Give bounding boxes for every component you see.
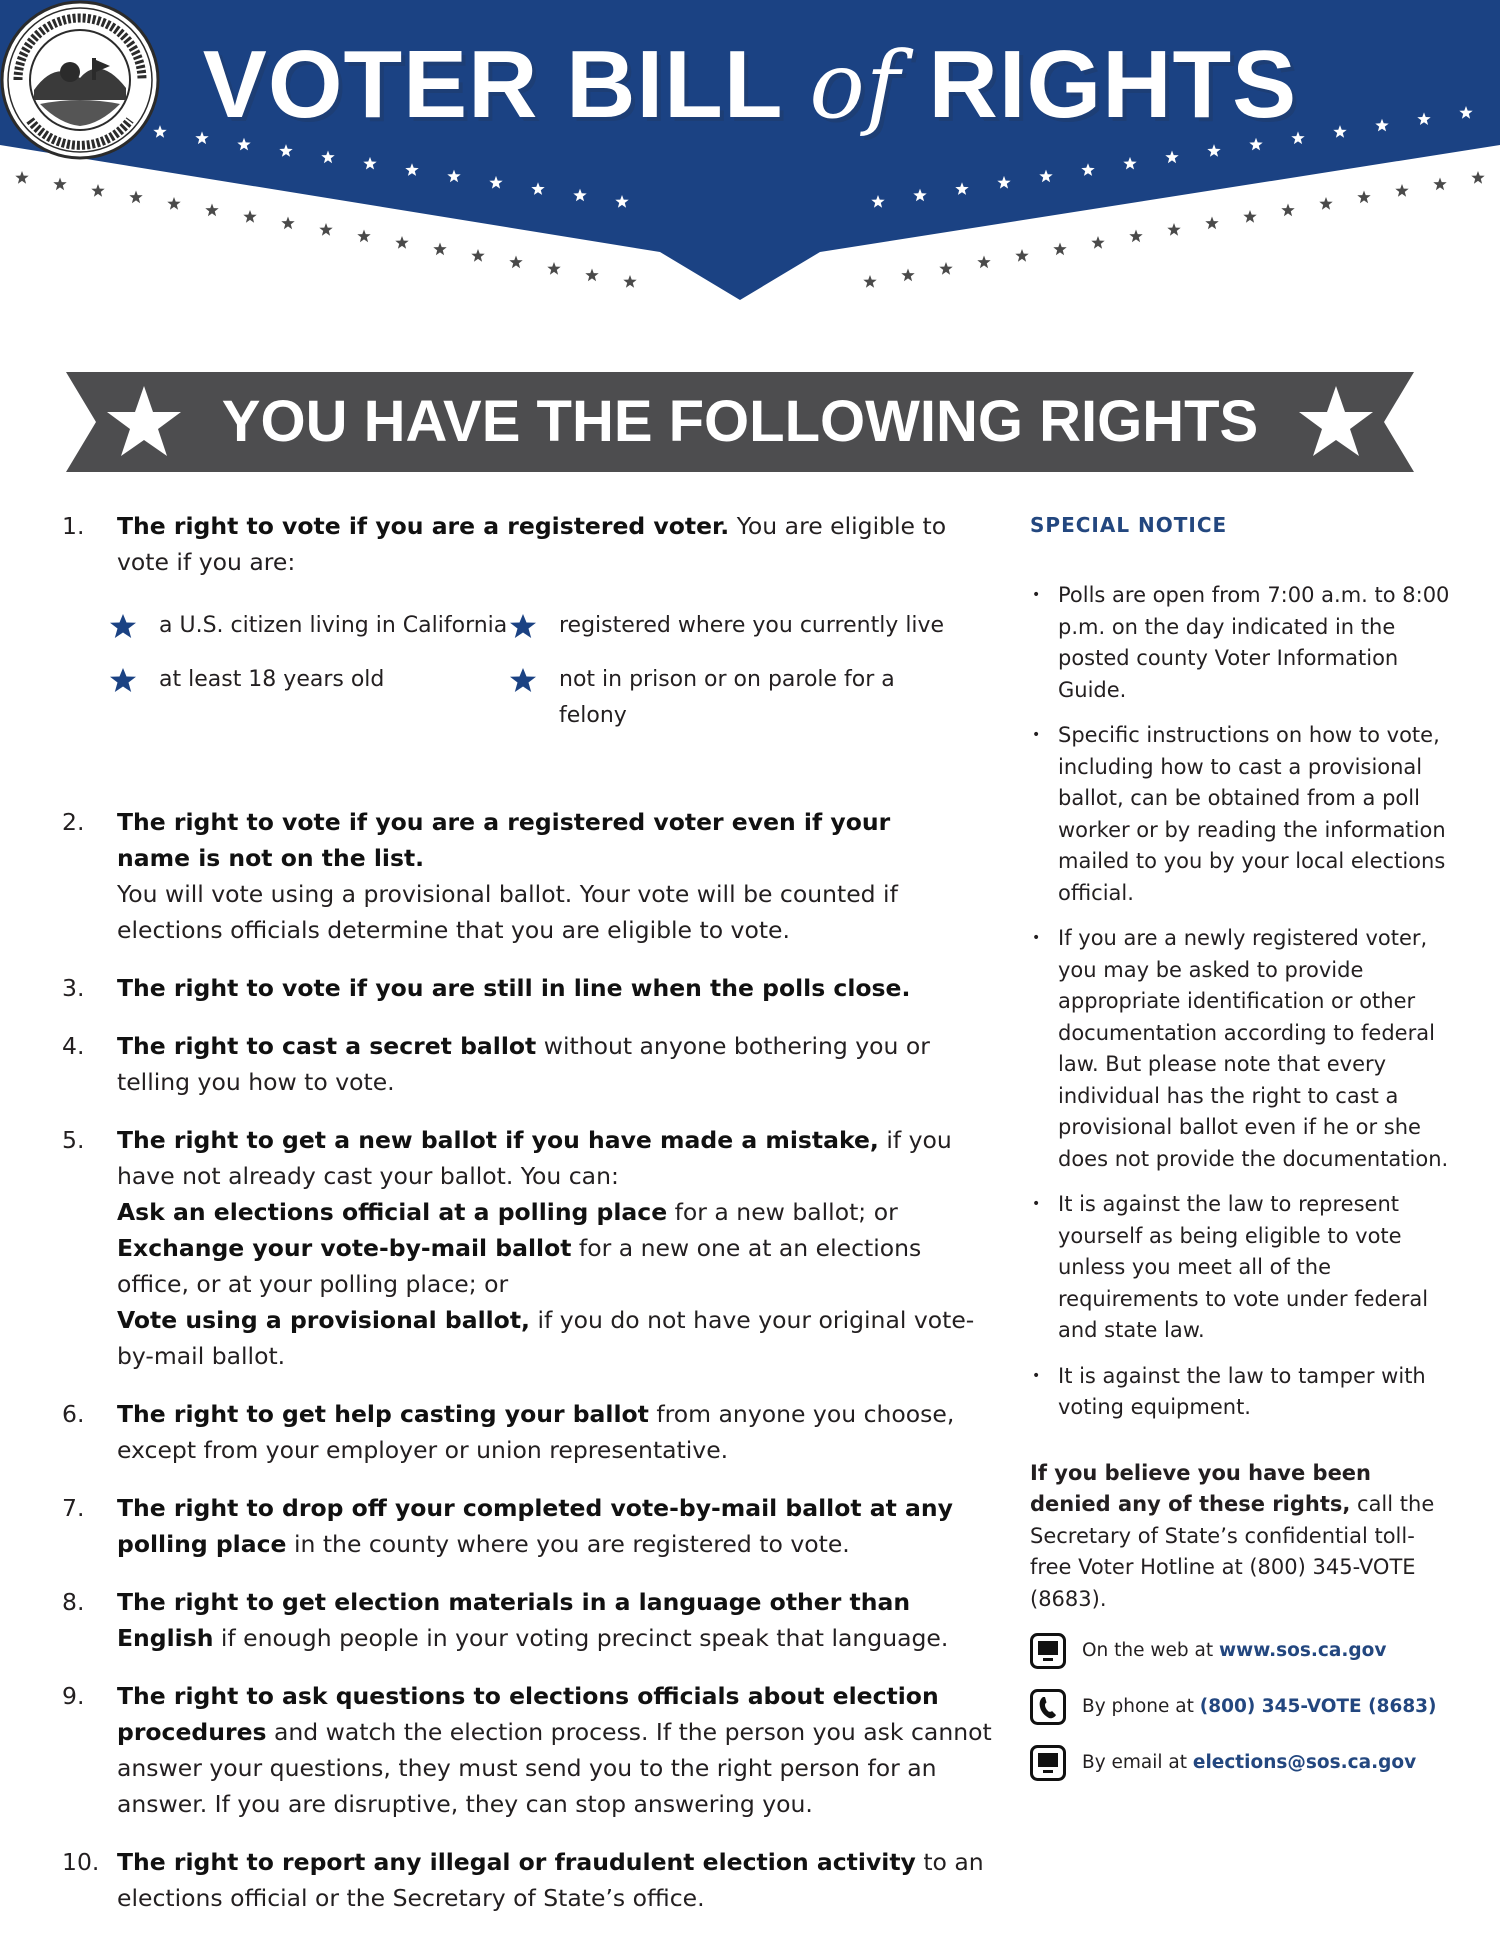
eligibility-text: registered where you currently live [559,613,945,638]
right-heading: The right to report any illegal or fraudulent election activity [117,1848,916,1876]
decorative-star [471,249,484,262]
decorative-star [91,184,104,197]
decorative-star [901,269,914,282]
right-text: You are eligible to vote if you are: [117,512,947,576]
banner-title: YOU HAVE THE FOLLOWING RIGHTS [221,389,1259,454]
right-number: 7. [62,1494,85,1522]
option-text: for a new ballot; or [667,1198,898,1226]
bullet-icon: • [1032,1367,1041,1384]
special-notice [1030,510,1450,1783]
phone-link[interactable]: (800) 345-VOTE (8683) [1199,1696,1437,1717]
contact-web [1030,1631,1450,1671]
notice-item [1030,580,1450,706]
notice-list [1030,580,1450,1424]
right-number: 10. [62,1848,100,1876]
decorative-star [1053,243,1066,256]
option-text: for a new one at an elections office, or at your polling place; or [117,1234,922,1298]
eligibility-grid [109,608,992,734]
right-number: 3. [62,974,85,1002]
email-link[interactable]: elections@sos.ca.gov [1192,1752,1417,1773]
right-item-5 [62,1122,992,1374]
page-title [0,30,1500,141]
right-number: 4. [62,1032,85,1060]
special-notice-title: SPECIAL NOTICE [1030,513,1228,537]
eligibility-item [109,662,509,734]
option-heading: Exchange your vote-by-mail ballot [117,1234,572,1262]
star-bullet-icon [109,667,137,693]
star-bullet-icon [509,613,537,639]
notice-item [1030,923,1450,1175]
website-link[interactable]: www.sos.ca.gov [1219,1640,1387,1661]
option-heading: Ask an elections official at a polling place [117,1198,668,1226]
right-item-7 [62,1490,992,1562]
notice-text: Polls are open from 7:00 a.m. to 8:00 p.m. on the day indicated in the posted county Voter Information Guide. [1058,583,1450,702]
right-heading: The right to get election materials in a language other than English [117,1588,911,1652]
right-text: from anyone you choose, except from your employer or union representative. [117,1400,955,1464]
right-text: and watch the election process. If the person you ask cannot answer your questions, they must send you to the right person for an answer. If you are disruptive, they can stop answering you. [117,1718,992,1818]
hotline-text: call the Secretary of State’s confidential toll-free Voter Hotline at (800) 345-VOTE (8683). [1030,1492,1435,1611]
decorative-star [53,178,66,191]
decorative-star [433,243,446,256]
decorative-star [167,197,180,210]
right-number: 6. [62,1400,85,1428]
decorative-star [1319,197,1332,210]
right-text: if you have not already cast your ballot. You can: [117,1126,952,1190]
decorative-star [281,217,294,230]
california-seal-icon [0,0,160,160]
ballot-option [117,1194,992,1230]
contact-label: On the web at [1082,1640,1220,1661]
decorative-star [1015,249,1028,262]
decorative-star [395,236,408,249]
contact-label: By email at [1082,1752,1193,1773]
right-text: if enough people in your voting precinct speak that language. [213,1624,949,1652]
right-heading: The right to get help casting your ballot [117,1400,649,1428]
decorative-star [1205,217,1218,230]
right-number: 8. [62,1588,85,1616]
decorative-star [1395,184,1408,197]
eligibility-item [109,608,509,644]
decorative-star [863,275,876,288]
right-text: in the county where you are registered to vote. [286,1530,850,1558]
bullet-icon: • [1032,930,1041,946]
star-bullet-icon [109,613,137,639]
right-heading: The right to vote if you are a registered voter even if your name is not on the list. [117,808,891,872]
rights-list [62,508,992,1916]
decorative-star [1243,210,1256,223]
option-heading: Vote using a provisional ballot, [117,1306,530,1334]
decorative-star [129,191,142,204]
bullet-icon: • [1032,587,1041,603]
right-heading: The right to drop off your completed vote-by-mail ballot at any polling place [117,1494,953,1558]
decorative-star [1281,204,1294,217]
hotline-info [1030,1458,1450,1616]
decorative-star [1167,223,1180,236]
right-item-10 [62,1844,992,1916]
notice-text: It is against the law to tamper with voting equipment. [1058,1363,1426,1419]
decorative-star [1471,171,1484,184]
decorative-star [243,210,256,223]
right-item-9 [62,1678,992,1822]
decorative-star [319,223,332,236]
option-text: if you do not have your original vote-by-mail ballot. [117,1306,975,1370]
right-heading: The right to get a new ballot if you have made a mistake, [117,1126,879,1154]
right-number: 9. [62,1682,85,1710]
right-text: without anyone bothering you or telling you how to vote. [117,1032,930,1096]
decorative-star [939,262,952,275]
decorative-star [1091,236,1104,249]
right-item-4 [62,1028,992,1100]
decorative-star [585,269,598,282]
right-number: 5. [62,1126,85,1154]
phone-icon [1030,1689,1066,1725]
notice-item [1030,1189,1450,1347]
notice-item [1030,1361,1450,1424]
decorative-star [547,262,560,275]
bullet-icon: • [1032,727,1041,743]
right-item-2 [62,804,992,948]
ballot-option [117,1302,992,1374]
eligibility-text: not in prison or on parole for a felony [559,667,895,728]
decorative-star [15,171,28,184]
ballot-option [117,1230,992,1302]
title-of: of [809,32,901,139]
right-heading: The right to vote if you are still in line when the polls close. [117,974,911,1002]
notice-item [1030,720,1450,909]
bullet-icon: • [1032,1196,1041,1212]
contact-phone [1030,1687,1450,1727]
right-heading: The right to cast a secret ballot [117,1032,537,1060]
eligibility-item [509,608,969,644]
decorative-star [1129,230,1142,243]
eligibility-item [509,662,969,734]
right-number: 2. [62,808,85,836]
title-part-2: RIGHTS [928,31,1298,138]
eligibility-text: a U.S. citizen living in California [159,613,508,638]
right-heading: The right to ask questions to elections officials about election procedures [117,1682,939,1746]
right-heading: The right to vote if you are a registered voter. [117,512,730,540]
decorative-star [205,204,218,217]
right-item-1 [62,508,992,734]
right-item-8 [62,1584,992,1656]
star-bullet-icon [509,667,537,693]
decorative-star [623,275,636,288]
right-text: You will vote using a provisional ballot. Your vote will be counted if elections officials determine that you are eligible to vote. [117,880,898,944]
notice-text: It is against the law to represent yourself as being eligible to vote unless you meet all of the requirements to vote under federal and state law. [1058,1192,1429,1342]
decorative-star [1433,178,1446,191]
monitor-icon [1030,1745,1066,1781]
header [0,0,1500,380]
decorative-star [357,230,370,243]
notice-text: If you are a newly registered voter, you may be asked to provide appropriate identification or other documentation according to federal law. But please note that every individual has the right to cast a provisional ballot even if he or she does not provide the documentation. [1058,926,1449,1171]
hotline-heading: If you believe you have been denied any of these rights, [1030,1460,1372,1516]
decorative-star [509,256,522,269]
right-item-3 [62,970,992,1006]
right-number: 1. [62,512,85,540]
eligibility-text: at least 18 years old [159,667,385,692]
right-text: to an elections official or the Secretary of State’s office. [117,1848,984,1912]
monitor-icon [1030,1633,1066,1669]
notice-text: Specific instructions on how to vote, including how to cast a provisional ballot, can be obtained from a poll worker or by reading the information mailed to you by your local elections official. [1058,723,1446,905]
title-part-1: VOTER BILL [202,31,782,138]
decorative-star [1357,191,1370,204]
contact-email [1030,1743,1450,1783]
right-item-6 [62,1396,992,1468]
contact-label: By phone at [1082,1696,1200,1717]
decorative-star [977,256,990,269]
